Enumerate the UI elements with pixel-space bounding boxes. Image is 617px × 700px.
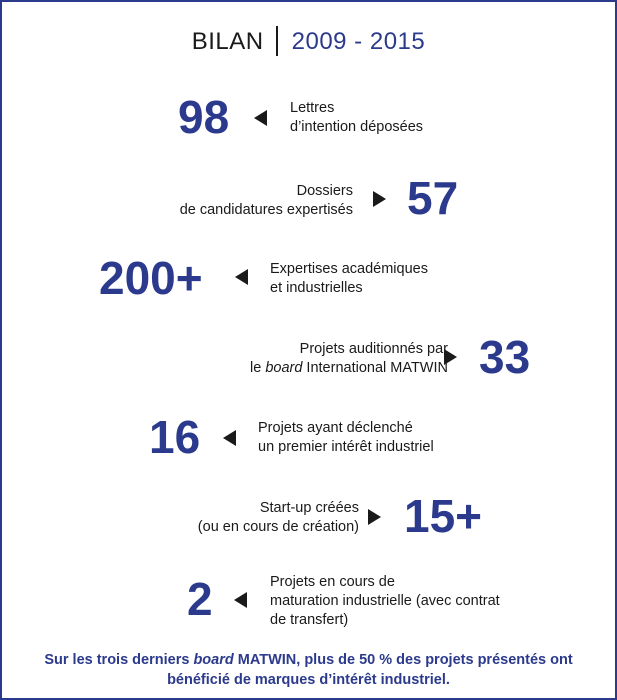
stat-value-startups: 15+ (404, 490, 483, 542)
title-divider (276, 26, 278, 56)
stat-value-maturation: 2 (187, 573, 213, 625)
stat-label-letters: Lettres d’intention déposées (290, 100, 424, 135)
stat-value-auditions: 33 (479, 331, 531, 383)
arrow-right-icon (373, 191, 386, 207)
stat-value-dossiers: 57 (407, 172, 459, 224)
stat-label-expertises: Expertises académiques et industrielles (270, 261, 428, 296)
title-label: BILAN (191, 28, 264, 55)
arrow-right-icon (444, 349, 457, 365)
arrow-left-icon (223, 430, 236, 446)
stat-value-interest: 16 (149, 411, 201, 463)
stat-label-maturation: Projets en cours de maturation industrielle (avec contrat de transfert) (270, 574, 500, 628)
arrow-left-icon (235, 269, 248, 285)
page-title (2, 26, 615, 56)
stat-label-interest: Projets ayant déclenché un premier intérêt industriel (258, 420, 434, 455)
stat-label-auditions: Projets auditionnés par le board International MATWIN (249, 341, 448, 376)
arrow-left-icon (234, 592, 247, 608)
arrow-left-icon (254, 110, 267, 126)
arrow-right-icon (368, 509, 381, 525)
title-years: 2009 - 2015 (291, 28, 426, 55)
stat-value-expertises: 200+ (99, 252, 203, 304)
stat-label-startups: Start-up créées (ou en cours de création) (197, 500, 359, 535)
stat-label-dossiers: Dossiers de candidatures expertisés (179, 183, 353, 218)
stat-value-letters: 98 (178, 91, 230, 143)
footer-note: Sur les trois derniers board MATWIN, plus de 50 % des projets présentés ont bénéficié de marques d’intérêt industriel. (44, 652, 573, 688)
